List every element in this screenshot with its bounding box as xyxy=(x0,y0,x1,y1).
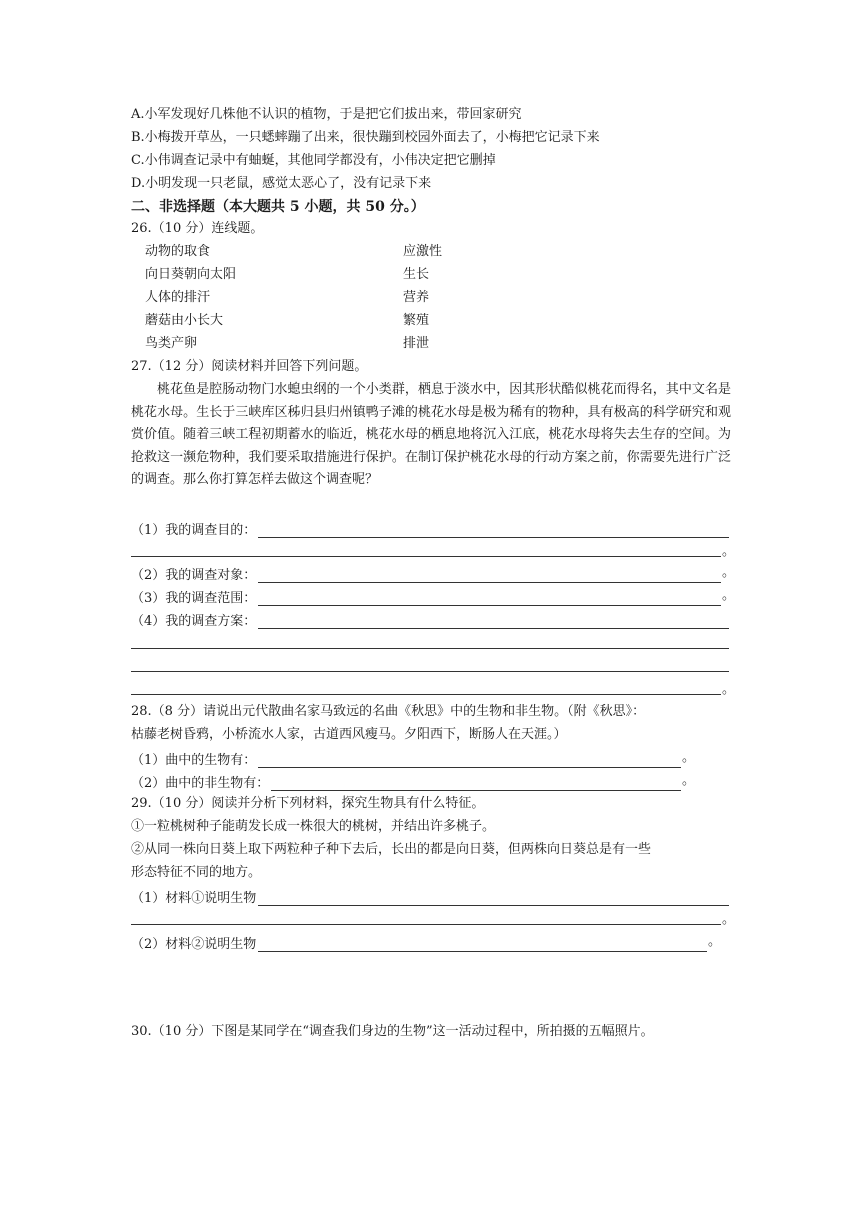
q28-item-1 xyxy=(131,748,681,768)
q26-right-item: 生长 xyxy=(403,267,430,282)
q30-title: 30.（10 分）下图是某同学在“调查我们身边的生物”这一活动过程中，所拍摄的五幅照片。 xyxy=(131,1024,654,1039)
period: 。 xyxy=(722,912,736,927)
answer-blank[interactable] xyxy=(131,694,721,695)
answer-blank[interactable] xyxy=(271,776,681,791)
q27-title: 27.（12 分）阅读材料并回答下列问题。 xyxy=(131,359,368,374)
q27-item-label: （3）我的调查范围： xyxy=(131,591,257,606)
period: 。 xyxy=(722,682,736,697)
q26-left-item: 蘑菇由小长大 xyxy=(145,313,224,328)
answer-blank[interactable] xyxy=(258,614,729,629)
option-d: D.小明发现一只老鼠，感觉太恶心了，没有记录下来 xyxy=(131,176,432,191)
q26-left-item: 人体的排汗 xyxy=(145,290,211,305)
q28-item-2 xyxy=(131,771,681,791)
q29-title: 29.（10 分）阅读并分析下列材料，探究生物具有什么特征。 xyxy=(131,796,485,811)
q27-item-1 xyxy=(131,518,729,538)
q29-material-1: ①一粒桃树种子能萌发长成一株很大的桃树，并结出许多桃子。 xyxy=(131,819,496,834)
q26-right-item: 繁殖 xyxy=(403,313,430,328)
q26-left-item: 向日葵朝向太阳 xyxy=(145,267,237,282)
option-b: B.小梅拨开草丛，一只蟋蟀蹦了出来，很快蹦到校园外面去了，小梅把它记录下来 xyxy=(131,130,600,145)
answer-blank[interactable] xyxy=(131,556,721,557)
period: 。 xyxy=(682,773,696,788)
q26-right-item: 营养 xyxy=(403,290,430,305)
q29-item-label: （2）材料②说明生物 xyxy=(131,937,257,952)
q26-left-item: 动物的取食 xyxy=(145,244,211,259)
q27-paragraph: 桃花鱼是腔肠动物门水螅虫纲的一个小类群，栖息于淡水中，因其形状酷似桃花而得名，其中文名是桃花水母。生长于三峡库区秭归县归州镇鸭子滩的桃花水母是极为稀有的物种，具有极高的科学研究和观赏价值。随着三峡工程初期蓄水的临近，桃花水母的栖息地将沉入江底，桃花水母将失去生存的空间。为抢救这一濒危物种，我们要采取措施进行保护。在制订保护桃花水母的行动方案之前，你需要先进行广泛的调查。那么你打算怎样去做这个调查呢？ xyxy=(131,382,731,487)
period: 。 xyxy=(682,750,696,765)
answer-blank[interactable] xyxy=(258,753,681,768)
option-a: A.小军发现好几株他不认识的植物，于是把它们拔出来，带回家研究 xyxy=(131,107,522,122)
q29-item-2 xyxy=(131,932,707,952)
answer-blank[interactable] xyxy=(258,523,729,538)
section-title: 二、非选择题（本大题共 5 小题，共 50 分。） xyxy=(131,199,425,215)
q28-title-line-2: 枯藤老树昏鸦，小桥流水人家，古道西风瘦马。夕阳西下，断肠人在天涯。） xyxy=(131,727,567,742)
q28-title-line-1: 28.（8 分）请说出元代散曲名家马致远的名曲《秋思》中的生物和非生物。（附《秋思》： xyxy=(131,704,646,719)
q29-material-2-line-1: ②从同一株向日葵上取下两粒种子种下去后，长出的都是向日葵，但两株向日葵总是有一些 xyxy=(131,842,652,857)
answer-blank[interactable] xyxy=(131,924,721,925)
q28-item-label: （1）曲中的生物有： xyxy=(131,753,257,768)
option-c: C.小伟调查记录中有蚰蜒，其他同学都没有，小伟决定把它删掉 xyxy=(131,153,496,168)
q29-item-label: （1）材料①说明生物 xyxy=(131,891,257,906)
q29-item-1 xyxy=(131,886,729,906)
answer-blank[interactable] xyxy=(258,937,707,952)
q26-title: 26.（10 分）连线题。 xyxy=(131,221,264,236)
q28-item-label: （2）曲中的非生物有： xyxy=(131,776,270,791)
q27-item-2 xyxy=(131,563,721,583)
q26-right-item: 应激性 xyxy=(403,244,443,259)
answer-blank[interactable] xyxy=(258,591,721,606)
period: 。 xyxy=(722,544,736,559)
q27-item-label: （2）我的调查对象： xyxy=(131,568,257,583)
q26-left-item: 鸟类产卵 xyxy=(145,336,198,351)
q27-item-label: （1）我的调查目的： xyxy=(131,523,257,538)
period: 。 xyxy=(722,588,736,603)
answer-blank[interactable] xyxy=(131,648,729,649)
answer-blank[interactable] xyxy=(258,891,729,906)
answer-blank[interactable] xyxy=(258,568,721,583)
q27-item-4 xyxy=(131,609,729,629)
answer-blank[interactable] xyxy=(131,671,729,672)
period: 。 xyxy=(722,565,736,580)
q27-item-3 xyxy=(131,586,721,606)
q29-material-2-line-2: 形态特征不同的地方。 xyxy=(131,865,262,880)
period: 。 xyxy=(708,934,722,949)
q27-item-label: （4）我的调查方案： xyxy=(131,614,257,629)
q26-right-item: 排泄 xyxy=(403,336,430,351)
